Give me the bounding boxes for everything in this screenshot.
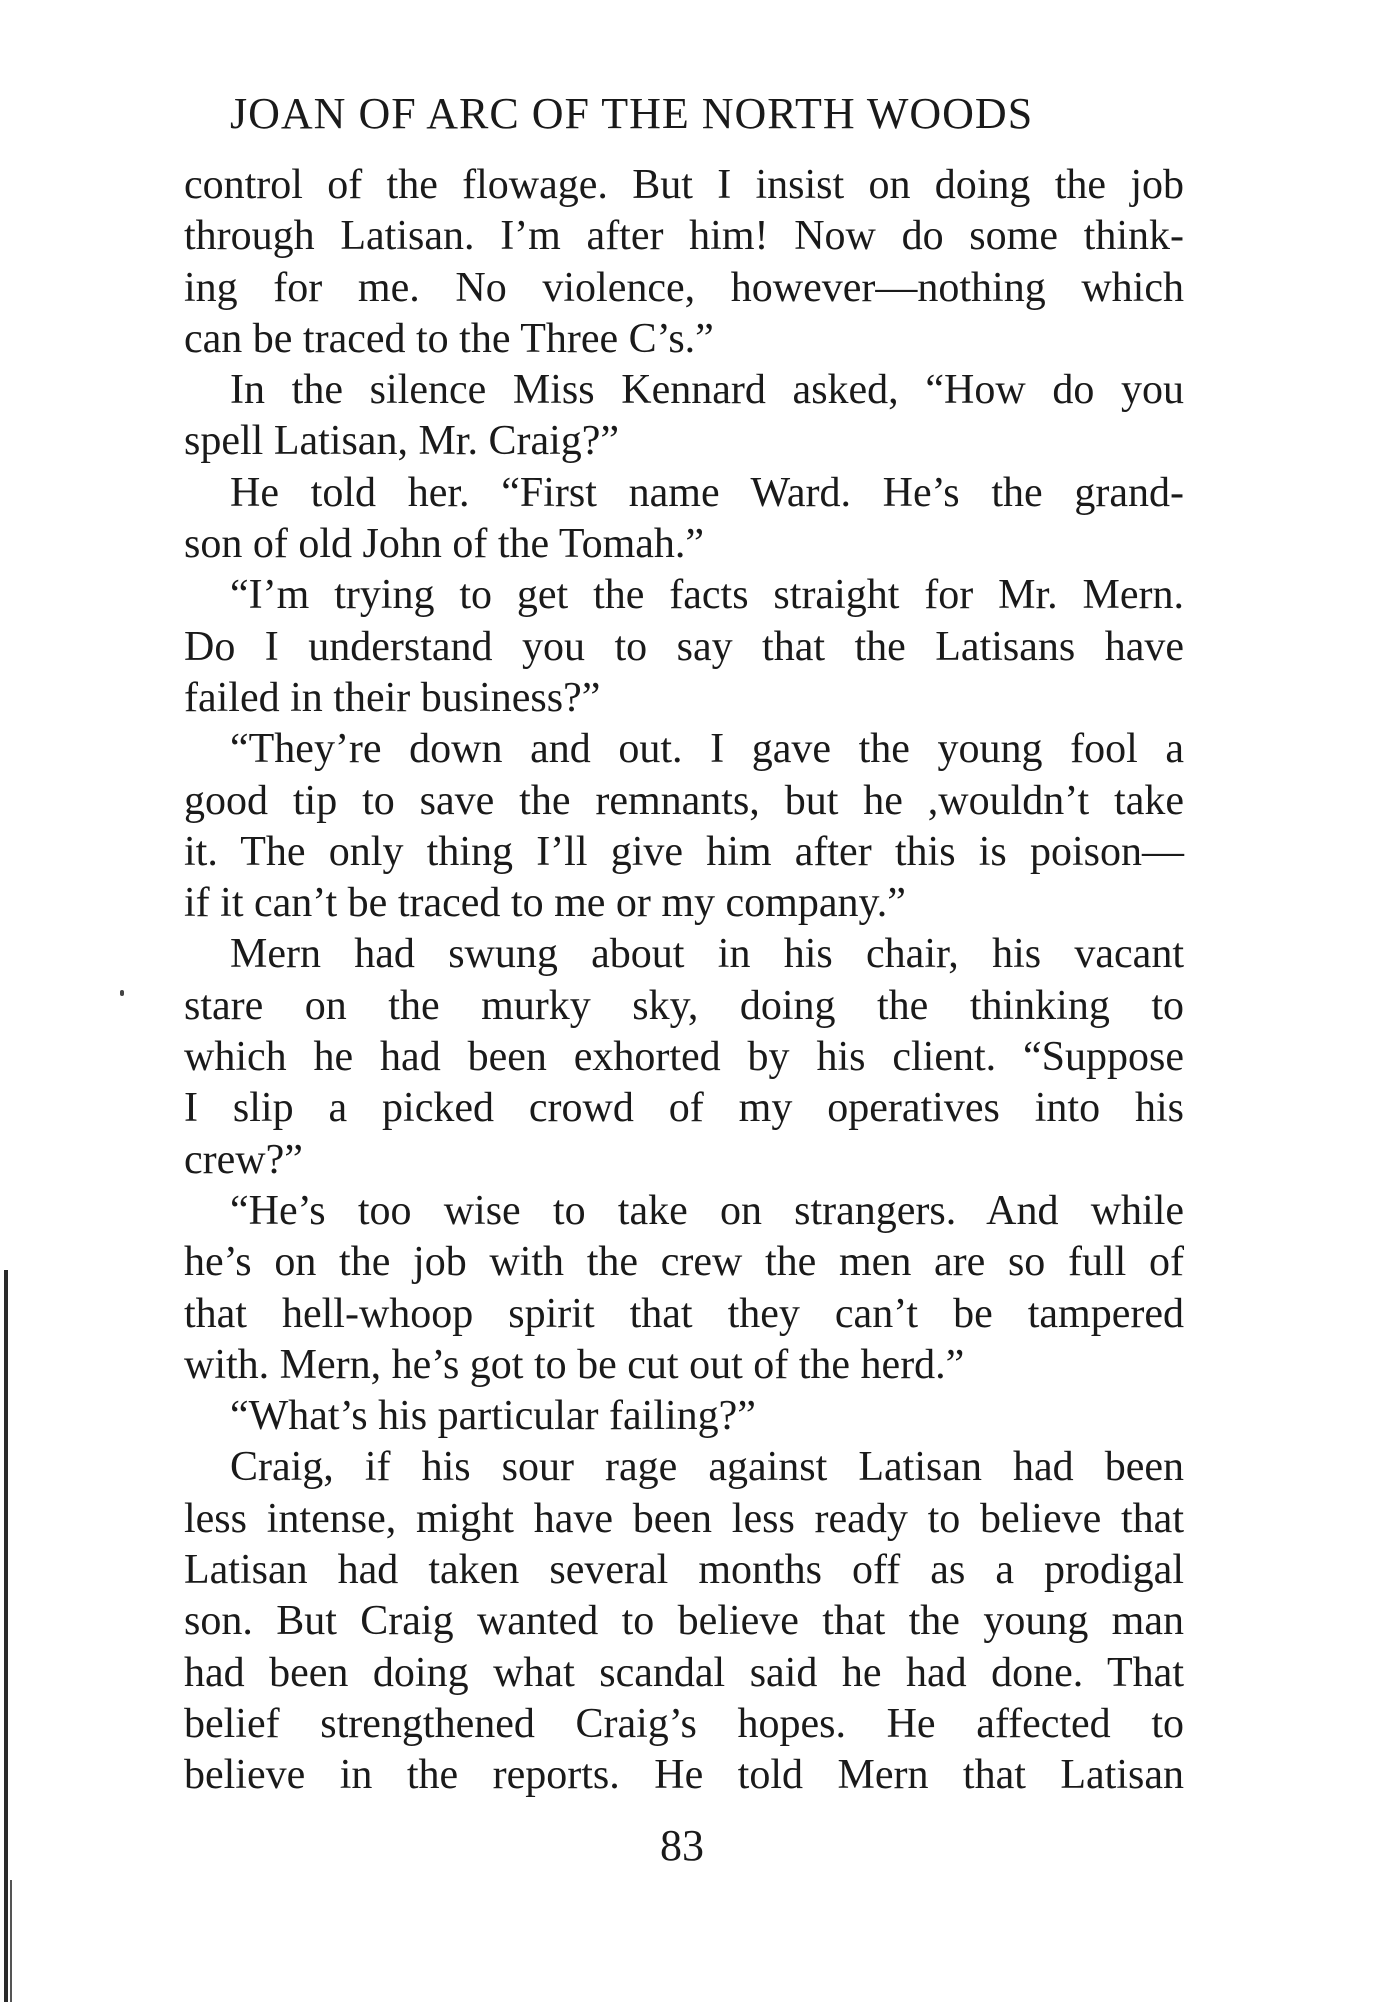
page-edge-shadow [4,1270,8,2002]
text-line: Latisan had taken several months off as a prodigal [184,1547,1184,1594]
text-line: belief strengthened Craig’s hopes. He affected to [184,1700,1184,1747]
text-line: believe in the reports. He told Mern that Latisan [184,1752,1184,1799]
page-number: 83 [660,1821,704,1870]
text-line: “He’s too wise to take on strangers. And while [230,1187,1184,1234]
text-line: had been doing what scandal said he had done. That [184,1649,1184,1696]
text-line: that hell-whoop spirit that they can’t be tampered [184,1290,1184,1337]
text-line: “They’re down and out. I gave the young fool a [230,726,1184,773]
text-line: good tip to save the remnants, but he ,wouldn’t take [184,777,1184,824]
text-line: stare on the murky sky, doing the thinking to [184,982,1184,1029]
text-line: control of the flowage. But I insist on doing the job [184,162,1184,208]
text-line: failed in their business?” [184,674,601,721]
running-head: JOAN OF ARC OF THE NORTH WOODS [230,89,1034,138]
text-line: son. But Craig wanted to believe that the young man [184,1598,1184,1645]
text-line: He told her. “First name Ward. He’s the grand- [230,469,1184,516]
text-line: he’s on the job with the crew the men are so full of [184,1239,1184,1286]
body-text [184,160,1184,1802]
text-line: with. Mern, he’s got to be cut out of the herd.” [184,1341,965,1388]
text-line: which he had been exhorted by his client. “Suppose [184,1034,1184,1081]
text-line: if it can’t be traced to me or my company.” [184,880,906,927]
text-line: Mern had swung about in his chair, his vacant [230,931,1184,978]
text-line: spell Latisan, Mr. Craig?” [184,418,620,465]
text-line: In the silence Miss Kennard asked, “How do you [230,367,1184,414]
text-line: through Latisan. I’m after him! Now do some think- [184,213,1184,260]
text-line: crew?” [184,1136,303,1183]
text-line: less intense, might have been less ready to believe that [184,1495,1184,1542]
text-line: Craig, if his sour rage against Latisan had been [230,1444,1184,1491]
text-line: “I’m trying to get the facts straight for Mr. Mern. [230,572,1184,619]
text-line: it. The only thing I’ll give him after this is poison— [184,828,1184,875]
text-line: son of old John of the Tomah.” [184,521,705,568]
text-line: “What’s his particular failing?” [230,1393,756,1440]
text-line: ing for me. No violence, however—nothing which [184,264,1184,311]
text-line: can be traced to the Three C’s.” [184,315,714,362]
text-line: Do I understand you to say that the Latisans have [184,623,1184,670]
page-edge-shadow-thin [10,1880,12,2002]
text-line: I slip a picked crowd of my operatives into his [184,1085,1184,1132]
ink-speck [120,990,124,996]
